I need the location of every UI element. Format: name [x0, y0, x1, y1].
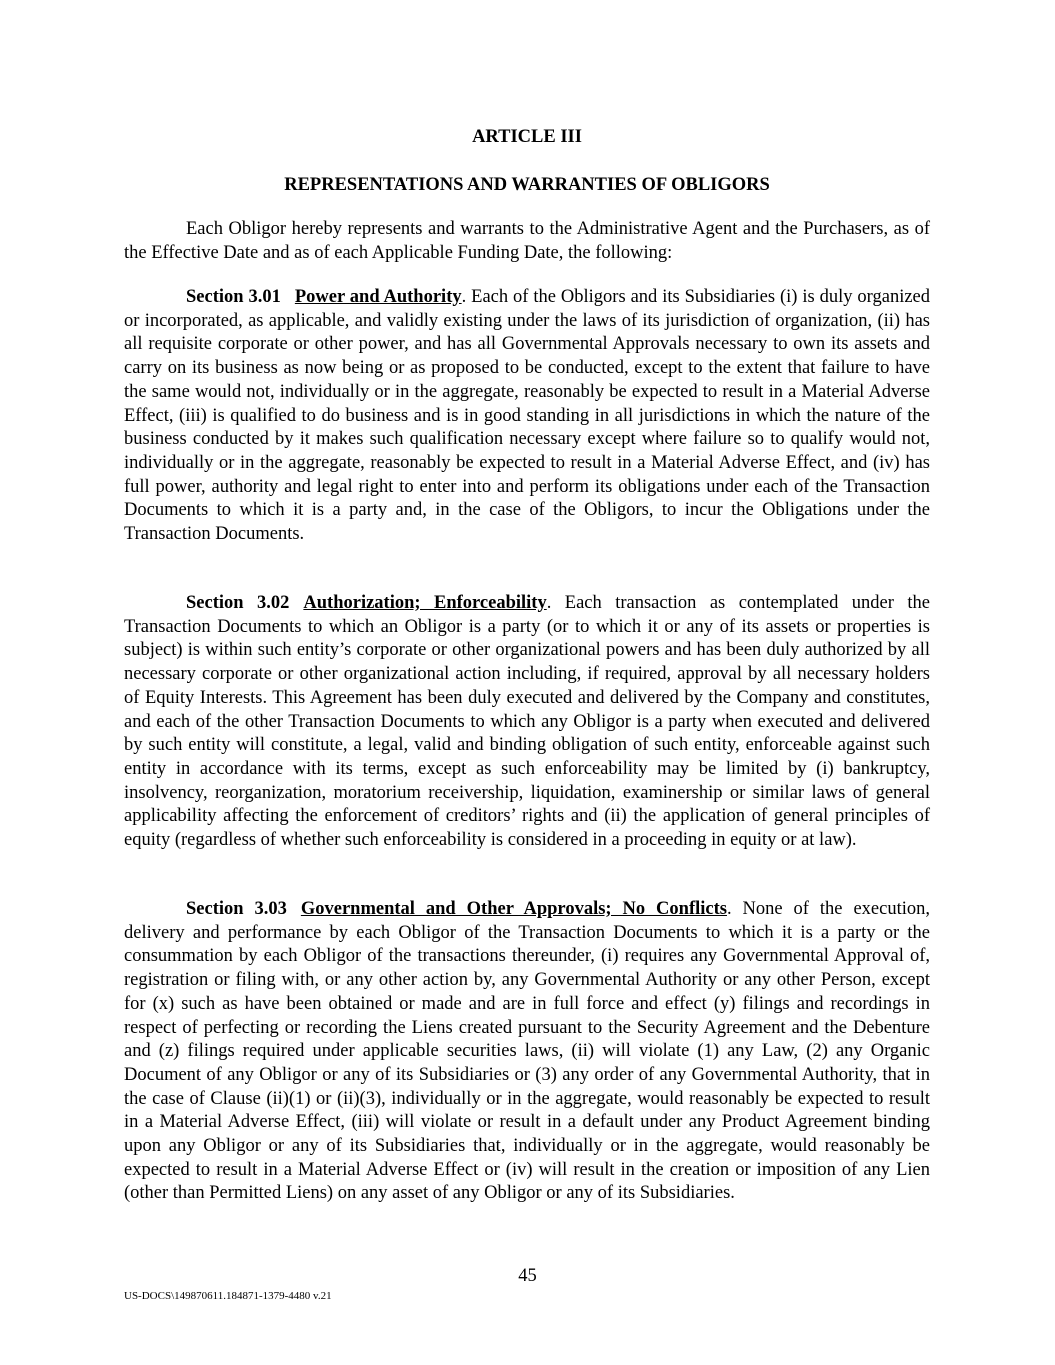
section-3-03-paragraph [124, 898, 930, 1206]
intro-paragraph: Each Obligor hereby represents and warrants to the Administrative Agent and the Purchasers, as of the Effective Date and as of each Applicable Funding Date, the following: [124, 219, 930, 263]
page-number: 45 [518, 1266, 537, 1286]
section-title: Power and Authority [294, 287, 462, 307]
section-number: Section 3.01 [186, 287, 281, 307]
document-id: US-DOCS\149870611.184871-1379-4480 v.21 [124, 1290, 332, 1302]
section-body: . Each of the Obligors and its Subsidiaries (i) is duly organized or incorporated, as applicable, and validly existing under the laws of its jurisdiction of organization, (ii) has all requisite corporate or other power, and has all Governmental Approvals necessary to own its assets and carry on its business as now being or as proposed to be conducted, except to the extent that failure to have the same would not, individually or in the aggregate, reasonably be expected to result in a Material Adverse Effect, (iii) is qualified to do business and is in good standing in all jurisdictions in which the nature of the business conducted by it makes such qualification necessary except where failure so to qualify would not, individually or in the aggregate, reasonably be expected to result in a Material Adverse Effect, and (iv) has full power, authority and legal right to enter into and perform its obligations under each of the Transaction Documents to which it is a party and, in the case of the Obligors, to incur the Obligations under the Transaction Documents. [124, 287, 931, 545]
article-number: ARTICLE III [472, 127, 582, 147]
section-title: Governmental and Other Approvals; No Conflicts [300, 899, 727, 919]
section-number: Section 3.02 [186, 593, 290, 613]
section-3-01-paragraph [124, 286, 930, 547]
article-title: REPRESENTATIONS AND WARRANTIES OF OBLIGORS [284, 175, 770, 195]
section-number: Section 3.03 [186, 899, 287, 919]
section-3-02-paragraph [124, 592, 930, 853]
section-title: Authorization; Enforceability [303, 593, 547, 613]
section-body: . None of the execution, delivery and performance by each Obligor of the Transaction Documents to which it is a party or the consummation by each Obligor of the transactions thereunder, (i) requires any Governmental Approval of, registration or filing with, or any other action by, any Governmental Authority or any other Person, except for (x) such as have been obtained or made and are in full force and effect (y) filings and recordings in respect of perfecting or recording the Liens created pursuant to the Security Agreement and the Debenture and (z) filings required under applicable securities laws, (ii) will violate (1) any Law, (2) any Organic Document of any Obligor or any of its Subsidiaries or (3) any order of any Governmental Authority, that in the case of Clause (ii)(1) or (ii)(3), individually or in the aggregate, would reasonably be expected to result in a Material Adverse Effect, (iii) will violate or result in a default under any Product Agreement binding upon any Obligor or any of its Subsidiaries that, individually or in the aggregate, would reasonably be expected to result in a Material Adverse Effect or (iv) will result in the creation or imposition of any Lien (other than Permitted Liens) on any asset of any Obligor or any of its Subsidiaries. [124, 899, 930, 1204]
section-body: . Each transaction as contemplated under the Transaction Documents to which an Obligor is a party (or to which it or any of its assets or properties is subject) is within such entity’s corporate or other organizational powers and has been duly authorized by all necessary corporate or other organizational action including, if required, approval by all necessary holders of Equity Interests. This Agreement has been duly executed and delivered by the Company and constitutes, and each of the other Transaction Documents to which any Obligor is a party when executed and delivered by such entity will constitute, a legal, valid and binding obligation of such entity, enforceable against such entity in accordance with its terms, except as such enforceability may be limited by (i) bankruptcy, insolvency, reorganization, moratorium receivership, liquidation, examinership or similar laws of general applicability affecting the enforcement of creditors’ rights and (ii) the application of general principles of equity (regardless of whether such enforceability is considered in a proceeding in equity or at law). [124, 593, 930, 851]
